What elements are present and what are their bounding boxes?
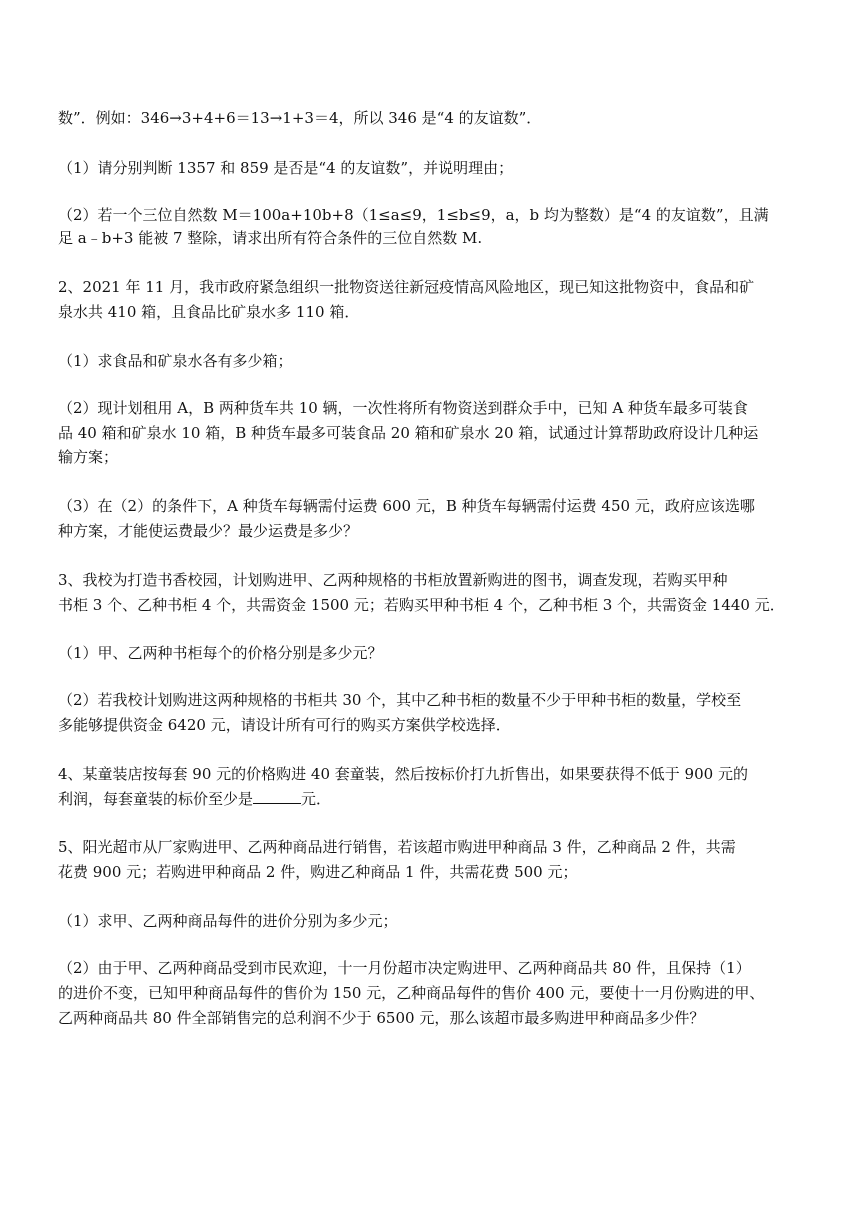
text-line: 足 a﹣b+3 能被 7 整除，请求出所有符合条件的三位自然数 M. — [58, 229, 483, 247]
text-line: 品 40 箱和矿泉水 10 箱，B 种货车最多可装食品 20 箱和矿泉水 20 箱，试通过计算帮助政府设计几种运 — [58, 424, 759, 442]
text-line: 的进价不变，已知甲种商品每件的售价为 150 元，乙种商品每件的售价 400 元，要使十一月份购进的甲、 — [58, 984, 765, 1002]
question-3: 3、我校为打造书香校园，计划购进甲、乙两种规格的书柜放置新购进的图书，调查发现，若购买甲种 — [58, 571, 728, 589]
question-2: 2、2021 年 11 月，我市政府紧急组织一批物资送往新冠疫情高风险地区，现已知这批物资中，食品和矿 — [58, 278, 755, 296]
question-3-part-1: （1）甲、乙两种书柜每个的价格分别是多少元？ — [58, 644, 383, 662]
question-3-part-2: （2）若我校计划购进这两种规格的书柜共 30 个，其中乙种书柜的数量不少于甲种书柜的数量，学校至 — [58, 691, 742, 709]
question-5-part-1: （1）求甲、乙两种商品每件的进价分别为多少元； — [58, 912, 398, 930]
text-line: 书柜 3 个、乙种书柜 4 个，共需资金 1500 元；若购买甲种书柜 4 个，乙种书柜 3 个，共需资金 1440 元． — [58, 596, 785, 614]
question-5-part-2: （2）由于甲、乙两种商品受到市民欢迎，十一月份超市决定购进甲、乙两种商品共 80 件，且保持（1） — [58, 959, 751, 977]
text-line: 种方案，才能使运费最少？最少运费是多少？ — [58, 522, 359, 540]
question-1-part-2: （2）若一个三位自然数 M＝100a+10b+8（1≤a≤9，1≤b≤9，a，b 均为整数）是“4 的友谊数”，且满 — [58, 206, 769, 224]
text-after-blank: 元． — [301, 790, 332, 808]
question-5: 5、阳光超市从厂家购进甲、乙两种商品进行销售，若该超市购进甲种商品 3 件，乙种商品 2 件，共需 — [58, 838, 736, 856]
text-line: 输方案； — [58, 448, 119, 466]
text-line: 多能够提供资金 6420 元，请设计所有可行的购买方案供学校选择． — [58, 716, 511, 734]
text-before-blank: 利润，每套童装的标价至少是 — [58, 790, 254, 808]
question-2-part-1: （1）求食品和矿泉水各有多少箱； — [58, 352, 293, 370]
question-4-fill-line — [58, 789, 806, 809]
question-1-part-1: （1）请分别判断 1357 和 859 是否是“4 的友谊数”，并说明理由； — [58, 159, 514, 177]
question-2-part-2: （2）现计划租用 A，B 两种货车共 10 辆，一次性将所有物资送到群众手中，已知 A 种货车最多可装食 — [58, 399, 748, 417]
text-line: 乙两种商品共 80 件全部销售完的总利润不少于 6500 元，那么该超市最多购进甲种商品多少件？ — [58, 1009, 705, 1027]
text-line: 泉水共 410 箱，且食品比矿泉水多 110 箱． — [58, 303, 360, 321]
text-line: 花费 900 元；若购进甲种商品 2 件，购进乙种商品 1 件，共需花费 500 元； — [58, 863, 578, 881]
answer-blank[interactable] — [253, 789, 301, 804]
text-line: 数”．例如：346→3+4+6＝13→1+3＝4，所以 346 是“4 的友谊数”． — [58, 109, 542, 127]
question-2-part-3: （3）在（2）的条件下，A 种货车每辆需付运费 600 元，B 种货车每辆需付运费 450 元，政府应该选哪 — [58, 497, 755, 515]
question-4: 4、某童装店按每套 90 元的价格购进 40 套童装，然后按标价打九折售出，如果要获得不低于 900 元的 — [58, 765, 748, 783]
